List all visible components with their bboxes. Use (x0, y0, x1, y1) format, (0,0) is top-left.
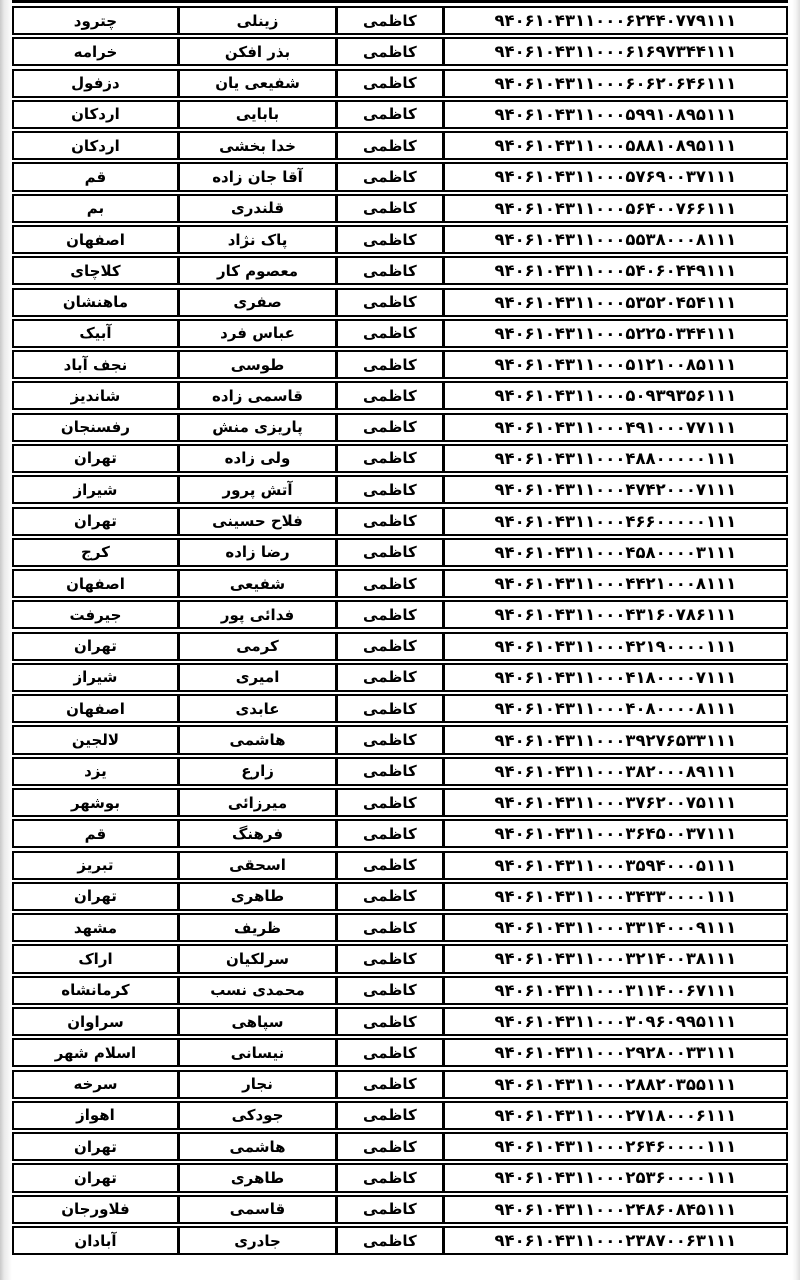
table-row (12, 1226, 788, 1255)
table-row (12, 976, 788, 1005)
code-number-cell: ۹۴۰۶۱۰۴۳۱۱۰۰۰۴۵۸۰۰۰۰۳۱۱۱ (442, 540, 786, 565)
city-cell: اردکان (71, 105, 120, 124)
city-cell: کرمانشاه (61, 981, 130, 1000)
surname-cell: بذر افکن (177, 39, 335, 64)
table-row (12, 6, 788, 35)
code-number-cell: ۹۴۰۶۱۰۴۳۱۱۰۰۰۳۳۱۴۰۰۰۹۱۱۱ (442, 915, 786, 940)
city-cell: اصفهان (66, 230, 125, 249)
code-number-cell: ۹۴۰۶۱۰۴۳۱۱۰۰۰۴۹۱۰۰۰۷۷۱۱۱ (442, 415, 786, 440)
table-row (12, 569, 788, 598)
constant-name-cell: کاظمی (335, 759, 442, 784)
city-cell: ماهنشان (62, 293, 129, 312)
table-row (12, 663, 788, 692)
code-number-cell: ۹۴۰۶۱۰۴۳۱۱۰۰۰۲۶۴۶۰۰۰۰۱۱۱ (442, 1134, 786, 1159)
surname-cell: آتش پرور (177, 477, 335, 502)
surname-cell: هاشمی (177, 1134, 335, 1159)
table-row (12, 37, 788, 66)
constant-name-cell: کاظمی (335, 102, 442, 127)
surname-cell: عباس فرد (177, 321, 335, 346)
table-row (12, 757, 788, 786)
surname-cell: ولی زاده (177, 446, 335, 471)
code-number-cell: ۹۴۰۶۱۰۴۳۱۱۰۰۰۳۷۶۲۰۰۷۵۱۱۱ (442, 790, 786, 815)
city-cell: آبادان (74, 1231, 117, 1250)
code-number-cell: ۹۴۰۶۱۰۴۳۱۱۰۰۰۶۲۴۴۰۷۷۹۱۱۱ (442, 8, 786, 33)
constant-name-cell: کاظمی (335, 164, 442, 189)
code-number-cell: ۹۴۰۶۱۰۴۳۱۱۰۰۰۵۵۳۸۰۰۰۸۱۱۱ (442, 227, 786, 252)
surname-cell: طوسی (177, 352, 335, 377)
code-number-cell: ۹۴۰۶۱۰۴۳۱۱۰۰۰۳۸۲۰۰۰۸۹۱۱۱ (442, 759, 786, 784)
constant-name-cell: کاظمی (335, 415, 442, 440)
constant-name-cell: کاظمی (335, 290, 442, 315)
page-right-scan-shading (792, 0, 800, 1280)
constant-name-cell: کاظمی (335, 1134, 442, 1159)
surname-cell: محمدی نسب (177, 978, 335, 1003)
table-row (12, 632, 788, 661)
table-row (12, 507, 788, 536)
table-row (12, 444, 788, 473)
city-cell: تهران (74, 449, 117, 468)
city-cell: قم (84, 167, 107, 186)
city-cell: تهران (74, 512, 117, 531)
constant-name-cell: کاظمی (335, 227, 442, 252)
code-number-cell: ۹۴۰۶۱۰۴۳۱۱۰۰۰۴۰۸۰۰۰۰۸۱۱۱ (442, 696, 786, 721)
table-row (12, 350, 788, 379)
code-number-cell: ۹۴۰۶۱۰۴۳۱۱۰۰۰۲۳۸۷۰۰۶۳۱۱۱ (442, 1228, 786, 1253)
constant-name-cell: کاظمی (335, 821, 442, 846)
city-cell: یزد (84, 762, 107, 781)
city-cell: بوشهر (70, 793, 120, 812)
surname-cell: رضا زاده (177, 540, 335, 565)
table-row (12, 1163, 788, 1192)
code-number-cell: ۹۴۰۶۱۰۴۳۱۱۰۰۰۲۴۸۶۰۸۴۵۱۱۱ (442, 1197, 786, 1222)
constant-name-cell: کاظمی (335, 509, 442, 534)
table-row (12, 1132, 788, 1161)
surname-cell: کرمی (177, 634, 335, 659)
city-cell: اراک (78, 949, 113, 968)
table-row (12, 162, 788, 191)
city-cell: تهران (74, 1168, 117, 1187)
constant-name-cell: کاظمی (335, 1103, 442, 1128)
constant-name-cell: کاظمی (335, 1197, 442, 1222)
city-cell: فلاورجان (61, 1200, 130, 1219)
surname-cell: جودکی (177, 1103, 335, 1128)
surname-cell: قلندری (177, 196, 335, 221)
city-cell: دزفول (71, 74, 120, 93)
table-row (12, 600, 788, 629)
records-table (12, 6, 788, 1255)
table-row (12, 694, 788, 723)
constant-name-cell: کاظمی (335, 71, 442, 96)
surname-cell: ظریف (177, 915, 335, 940)
table-row (12, 1070, 788, 1099)
city-cell: شاندیز (70, 386, 121, 405)
table-row (12, 131, 788, 160)
code-number-cell: ۹۴۰۶۱۰۴۳۱۱۰۰۰۲۵۳۶۰۰۰۰۱۱۱ (442, 1165, 786, 1190)
city-cell: اصفهان (66, 574, 125, 593)
table-row (12, 882, 788, 911)
city-cell: تبریز (77, 856, 114, 875)
constant-name-cell: کاظمی (335, 853, 442, 878)
table-row (12, 413, 788, 442)
constant-name-cell: کاظمی (335, 258, 442, 283)
surname-cell: فلاح حسینی (177, 509, 335, 534)
city-cell: رفسنجان (60, 418, 130, 437)
code-number-cell: ۹۴۰۶۱۰۴۳۱۱۰۰۰۵۷۶۹۰۰۳۷۱۱۱ (442, 164, 786, 189)
table-row (12, 381, 788, 410)
code-number-cell: ۹۴۰۶۱۰۴۳۱۱۰۰۰۵۹۹۱۰۸۹۵۱۱۱ (442, 102, 786, 127)
code-number-cell: ۹۴۰۶۱۰۴۳۱۱۰۰۰۴۱۸۰۰۰۰۷۱۱۱ (442, 665, 786, 690)
surname-cell: پاک نژاد (177, 227, 335, 252)
constant-name-cell: کاظمی (335, 915, 442, 940)
table-row (12, 100, 788, 129)
city-cell: کرج (81, 543, 110, 562)
city-cell: اردکان (71, 136, 120, 155)
city-cell: سرخه (73, 1075, 118, 1094)
code-number-cell: ۹۴۰۶۱۰۴۳۱۱۰۰۰۵۶۴۰۰۷۶۶۱۱۱ (442, 196, 786, 221)
constant-name-cell: کاظمی (335, 446, 442, 471)
constant-name-cell: کاظمی (335, 352, 442, 377)
city-cell: سراوان (67, 1012, 124, 1031)
surname-cell: نجار (177, 1072, 335, 1097)
table-row (12, 1007, 788, 1036)
constant-name-cell: کاظمی (335, 1072, 442, 1097)
table-row (12, 288, 788, 317)
constant-name-cell: کاظمی (335, 8, 442, 33)
code-number-cell: ۹۴۰۶۱۰۴۳۱۱۰۰۰۴۸۸۰۰۰۰۰۱۱۱ (442, 446, 786, 471)
city-cell: مشهد (73, 918, 118, 937)
table-row (12, 319, 788, 348)
city-cell: خرامه (73, 42, 118, 61)
constant-name-cell: کاظمی (335, 540, 442, 565)
surname-cell: زارع (177, 759, 335, 784)
table-row (12, 1195, 788, 1224)
surname-cell: قاسمی زاده (177, 383, 335, 408)
code-number-cell: ۹۴۰۶۱۰۴۳۱۱۰۰۰۳۵۹۴۰۰۰۵۱۱۱ (442, 853, 786, 878)
surname-cell: اسحقی (177, 853, 335, 878)
constant-name-cell: کاظمی (335, 790, 442, 815)
table-row (12, 538, 788, 567)
code-number-cell: ۹۴۰۶۱۰۴۳۱۱۰۰۰۴۲۱۹۰۰۰۰۱۱۱ (442, 634, 786, 659)
code-number-cell: ۹۴۰۶۱۰۴۳۱۱۰۰۰۵۴۰۶۰۴۴۹۱۱۱ (442, 258, 786, 283)
surname-cell: شفیعی (177, 571, 335, 596)
table-row (12, 225, 788, 254)
surname-cell: جادری (177, 1228, 335, 1253)
constant-name-cell: کاظمی (335, 321, 442, 346)
city-cell: تهران (74, 637, 117, 656)
surname-cell: طاهری (177, 884, 335, 909)
table-row (12, 851, 788, 880)
surname-cell: پاریزی منش (177, 415, 335, 440)
table-row (12, 725, 788, 754)
code-number-cell: ۹۴۰۶۱۰۴۳۱۱۰۰۰۳۶۴۵۰۰۳۷۱۱۱ (442, 821, 786, 846)
constant-name-cell: کاظمی (335, 383, 442, 408)
surname-cell: معصوم کار (177, 258, 335, 283)
surname-cell: امیری (177, 665, 335, 690)
constant-name-cell: کاظمی (335, 696, 442, 721)
constant-name-cell: کاظمی (335, 1165, 442, 1190)
surname-cell: خدا بخشی (177, 133, 335, 158)
city-cell: تهران (74, 887, 117, 906)
constant-name-cell: کاظمی (335, 1228, 442, 1253)
constant-name-cell: کاظمی (335, 133, 442, 158)
table-row (12, 69, 788, 98)
city-cell: آبیک (79, 324, 112, 343)
city-cell: کلاچای (70, 261, 121, 280)
table-row (12, 819, 788, 848)
constant-name-cell: کاظمی (335, 946, 442, 971)
surname-cell: شفیعی یان (177, 71, 335, 96)
table-row (12, 475, 788, 504)
table-row (12, 1101, 788, 1130)
code-number-cell: ۹۴۰۶۱۰۴۳۱۱۰۰۰۳۰۹۶۰۹۹۵۱۱۱ (442, 1009, 786, 1034)
constant-name-cell: کاظمی (335, 978, 442, 1003)
city-cell: قم (84, 824, 107, 843)
city-cell: شیراز (73, 668, 118, 687)
constant-name-cell: کاظمی (335, 602, 442, 627)
city-cell: بم (86, 199, 105, 218)
table-row (12, 913, 788, 942)
constant-name-cell: کاظمی (335, 477, 442, 502)
constant-name-cell: کاظمی (335, 727, 442, 752)
code-number-cell: ۹۴۰۶۱۰۴۳۱۱۰۰۰۴۷۴۲۰۰۰۷۱۱۱ (442, 477, 786, 502)
surname-cell: طاهری (177, 1165, 335, 1190)
code-number-cell: ۹۴۰۶۱۰۴۳۱۱۰۰۰۵۸۸۱۰۸۹۵۱۱۱ (442, 133, 786, 158)
table-row (12, 194, 788, 223)
constant-name-cell: کاظمی (335, 665, 442, 690)
table-row (12, 788, 788, 817)
city-cell: اهواز (76, 1106, 115, 1125)
code-number-cell: ۹۴۰۶۱۰۴۳۱۱۰۰۰۳۹۲۷۶۵۳۳۱۱۱ (442, 727, 786, 752)
table-row (12, 944, 788, 973)
surname-cell: هاشمی (177, 727, 335, 752)
constant-name-cell: کاظمی (335, 196, 442, 221)
code-number-cell: ۹۴۰۶۱۰۴۳۱۱۰۰۰۵۳۵۲۰۴۵۴۱۱۱ (442, 290, 786, 315)
city-cell: جیرفت (69, 605, 122, 624)
city-cell: اصفهان (66, 699, 125, 718)
constant-name-cell: کاظمی (335, 571, 442, 596)
surname-cell: صفری (177, 290, 335, 315)
constant-name-cell: کاظمی (335, 1040, 442, 1065)
code-number-cell: ۹۴۰۶۱۰۴۳۱۱۰۰۰۴۴۲۱۰۰۰۸۱۱۱ (442, 571, 786, 596)
page-left-scan-shading (0, 0, 12, 1280)
surname-cell: عابدی (177, 696, 335, 721)
surname-cell: نیسانی (177, 1040, 335, 1065)
code-number-cell: ۹۴۰۶۱۰۴۳۱۱۰۰۰۳۴۳۳۰۰۰۰۱۱۱ (442, 884, 786, 909)
surname-cell: سپاهی (177, 1009, 335, 1034)
previous-row-cut-edge (12, 0, 788, 3)
code-number-cell: ۹۴۰۶۱۰۴۳۱۱۰۰۰۲۸۸۲۰۳۵۵۱۱۱ (442, 1072, 786, 1097)
city-cell: چترود (73, 11, 118, 30)
surname-cell: فرهنگ (177, 821, 335, 846)
code-number-cell: ۹۴۰۶۱۰۴۳۱۱۰۰۰۳۱۱۴۰۰۶۷۱۱۱ (442, 978, 786, 1003)
table-row (12, 1038, 788, 1067)
surname-cell: زینلی (177, 8, 335, 33)
city-cell: لالجین (71, 731, 120, 750)
constant-name-cell: کاظمی (335, 39, 442, 64)
code-number-cell: ۹۴۰۶۱۰۴۳۱۱۰۰۰۴۶۶۰۰۰۰۰۱۱۱ (442, 509, 786, 534)
city-cell: اسلام شهر (54, 1043, 137, 1062)
code-number-cell: ۹۴۰۶۱۰۴۳۱۱۰۰۰۶۰۶۲۰۶۴۶۱۱۱ (442, 71, 786, 96)
city-cell: شیراز (73, 480, 118, 499)
constant-name-cell: کاظمی (335, 884, 442, 909)
constant-name-cell: کاظمی (335, 634, 442, 659)
code-number-cell: ۹۴۰۶۱۰۴۳۱۱۰۰۰۵۲۲۵۰۳۴۴۱۱۱ (442, 321, 786, 346)
code-number-cell: ۹۴۰۶۱۰۴۳۱۱۰۰۰۲۷۱۸۰۰۰۶۱۱۱ (442, 1103, 786, 1128)
code-number-cell: ۹۴۰۶۱۰۴۳۱۱۰۰۰۴۳۱۶۰۷۸۶۱۱۱ (442, 602, 786, 627)
code-number-cell: ۹۴۰۶۱۰۴۳۱۱۰۰۰۵۰۹۳۹۳۵۶۱۱۱ (442, 383, 786, 408)
surname-cell: میرزائی (177, 790, 335, 815)
surname-cell: سرلکیان (177, 946, 335, 971)
surname-cell: قاسمی (177, 1197, 335, 1222)
code-number-cell: ۹۴۰۶۱۰۴۳۱۱۰۰۰۲۹۲۸۰۰۳۳۱۱۱ (442, 1040, 786, 1065)
city-cell: نجف آباد (63, 355, 128, 374)
city-cell: تهران (74, 1137, 117, 1156)
code-number-cell: ۹۴۰۶۱۰۴۳۱۱۰۰۰۶۱۶۹۷۳۴۴۱۱۱ (442, 39, 786, 64)
code-number-cell: ۹۴۰۶۱۰۴۳۱۱۰۰۰۳۲۱۴۰۰۳۸۱۱۱ (442, 946, 786, 971)
code-number-cell: ۹۴۰۶۱۰۴۳۱۱۰۰۰۵۱۲۱۰۰۸۵۱۱۱ (442, 352, 786, 377)
surname-cell: آقا جان زاده (177, 164, 335, 189)
surname-cell: فدائی پور (177, 602, 335, 627)
surname-cell: بابایی (177, 102, 335, 127)
table-row (12, 256, 788, 285)
constant-name-cell: کاظمی (335, 1009, 442, 1034)
